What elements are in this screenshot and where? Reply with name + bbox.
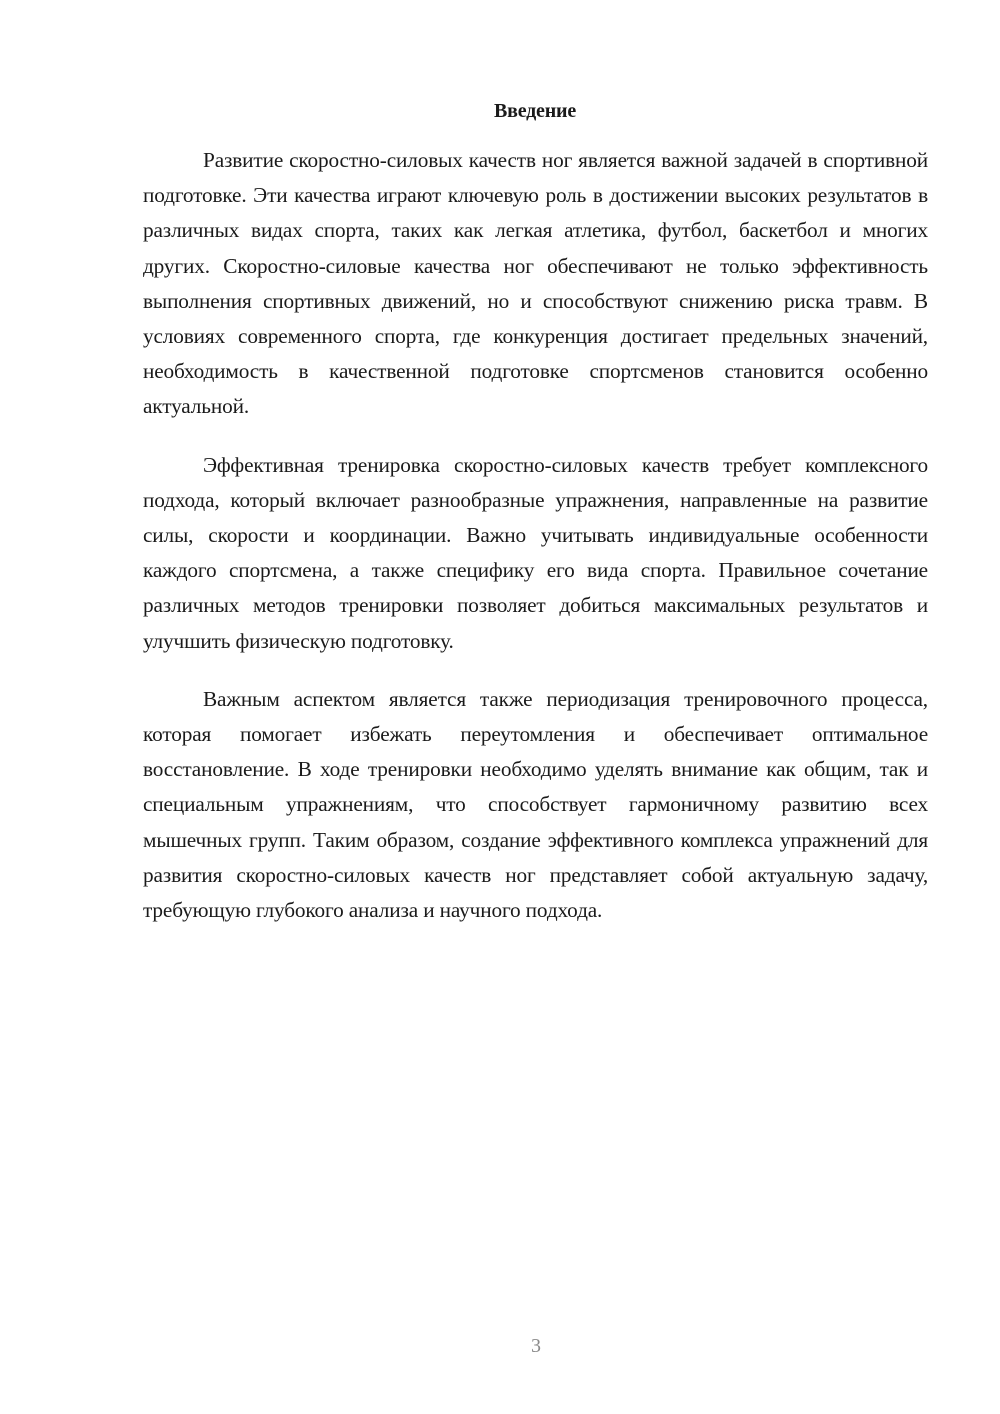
section-heading: Введение [493,100,577,122]
paragraph-2: Эффективная тренировка скоростно-силовых качеств требует комплексного подхода, который включает разнообразные упражнения, направленные на развитие силы, скорости и координации. Важно учитывать индивидуальные особенности каждого спортсмена, а также специфику его вида спорта. Правильное сочетание различных методов тренировки позволяет добиться максимальных результатов и улучшить физическую подготовку. [143,452,928,653]
page-number: 3 [531,1335,541,1357]
body-text [143,143,928,951]
paragraph-3: Важным аспектом является также периодизация тренировочного процесса, которая помогает избежать переутомления и обеспечивает оптимальное восстановление. В ходе тренировки необходимо уделять внимание как общим, так и специальным упражнениям, что способствует гармоничному развитию всех мышечных групп. Таким образом, создание эффективного комплекса упражнений для развития скоростно-силовых качеств ног представляет собой актуальную задачу, требующую глубокого анализа и научного подхода. [143,686,928,923]
paragraph-1: Развитие скоростно-силовых качеств ног является важной задачей в спортивной подготовке. Эти качества играют ключевую роль в достижении высоких результатов в различных видах спорта, таких как легкая атлетика, футбол, баскетбол и многих других. Скоростно-силовые качества ног обеспечивают не только эффективность выполнения спортивных движений, но и способствуют снижению риска травм. В условиях современного спорта, где конкуренция достигает предельных значений, необходимость в качественной подготовке спортсменов становится особенно актуальной. [143,148,928,419]
